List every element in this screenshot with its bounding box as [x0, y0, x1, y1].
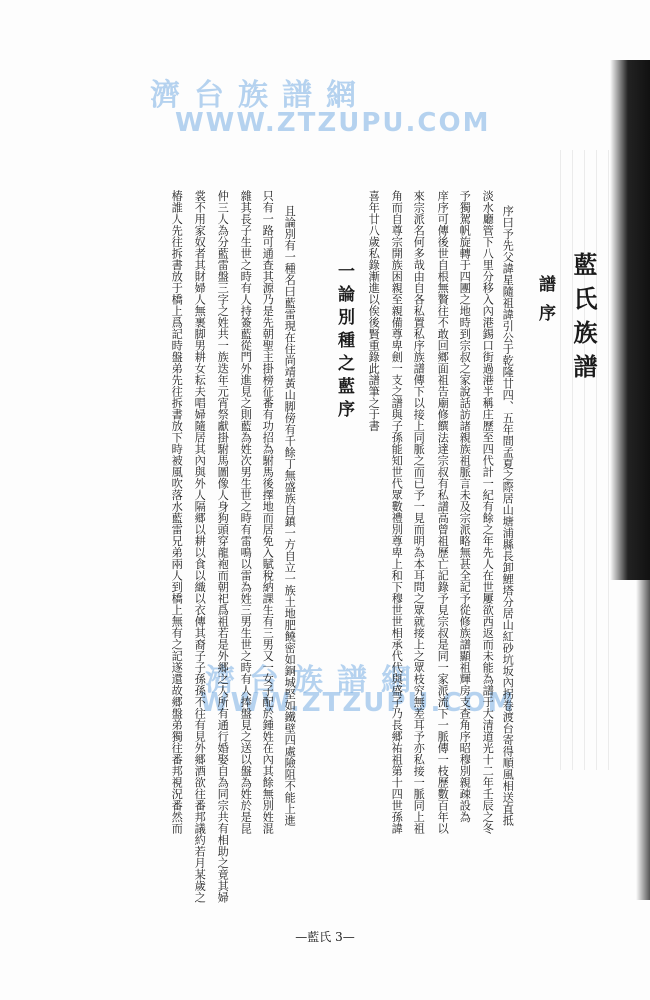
essay-column: 雜其長子生世之時有人持簽藍從門外進見之則藍為姓次男生世之時有雷鳴以雷為姓三男生世之時有人捧盤見之送以盤為姓於是昆	[239, 190, 253, 834]
watermark-top-url: WWW.ZTZUPU.COM	[175, 108, 491, 138]
watermark-bottom-url: WWW.ZTZUPU.COM	[200, 688, 516, 718]
essay-column: 椿誰人先往拆書放于橋上爲記時盤弟先往拆書放下時被風吹落水藍雷兄弟兩人到橋上無有之記遂還故郷盤弟獨往番邦視況番然而	[170, 190, 184, 834]
page-number: —藍氏 3—	[295, 930, 355, 944]
binding-shadow-lower	[636, 580, 650, 900]
essay-column: 且論別有一種名曰藍雷現在住尚靖黃山脚傍有千餘丁無盛族自鎮一方自立一族土地肥饒密如銅城堅如鐵壁四處險阻不能上進	[283, 205, 297, 826]
page-title: 藍氏族譜	[569, 252, 598, 388]
essay-column: 只有一路可通查其源乃是先朝聖主掛榜征番有功招為駙馬後擇地而居免入賦稅納課生有三男又一女子配於鍾姓在內其餘無別姓混	[261, 190, 275, 834]
essay-heading: 一論別種之藍序	[334, 262, 354, 423]
bleed-through-text	[560, 150, 620, 770]
essay-column: 裳不用家奴者其財婦人無裹脚男耕女耘夫唱婦隨居其內與外人隔郷以耕以食以織以衣傳其裔子子孫孫不往有見外郷酒欲往番邦議約若月某歲之	[193, 190, 207, 903]
section-heading: 譜序	[535, 275, 555, 333]
watermark-bottom: 濟台族譜網	[205, 663, 425, 698]
preface-column: 淡水廳管下八里分移入內港錫口街過港半稱庄歷至四代計一紀有餘之年先人在世屢欲西返而未能為譜于大清道光十二年壬辰之冬	[481, 190, 495, 834]
essay-column: 仲三人為分藍雷盤三字之姓共一族迭年元宵祭獻掛駙馬圖像人身狗頭穿龍袍而朝祀爲祖若是外郷之人所有通行婚娶自為同宗共有相助之竟其婦	[216, 190, 230, 903]
preface-column: 喜年廿八歲私錄漸進以俟後賢重錄此譜筆之于書	[367, 190, 381, 432]
preface-column: 角而自尊宗開族困親至親備尊卑劍一支之譜與子孫能知世代眾數禮別尊卑上和下穆世世相承代代與盛子乃長郷祐祖第十四世孫諱	[390, 190, 404, 834]
watermark-top: 濟台族譜網	[150, 78, 370, 113]
preface-column: 序曰予先父諱星隨祖諱引公于乾隆廿四、五年間孟夏之際居山塘浦縣長卸鯉塔分居山紅砂坑坂內拐卷渡台寄得順風相送直抵	[501, 205, 515, 826]
preface-column: 予獨駕帆旋轉于四團之地時到宗叔之家說話訪諸親族祖脈言未及宗派略無甚全記予從修族譜顯祖輝房支查角序昭穆別親疎設為	[458, 190, 472, 823]
preface-column: 庠序可傳後世自根無贅往不敢回鄉面祖告廟修饌法達宗叔有私譜高曾祖歷亡記錄予見宗叔是同一家派流下一脈傳一枝歷數百年以	[436, 190, 450, 834]
preface-column: 來宗派名何多哉由自各私置私序族譜傳下以接上同脈之而已予一見而明為本耳問之眾就接上之眾枝究無差耳予亦私接一脈同上祖	[412, 190, 426, 834]
